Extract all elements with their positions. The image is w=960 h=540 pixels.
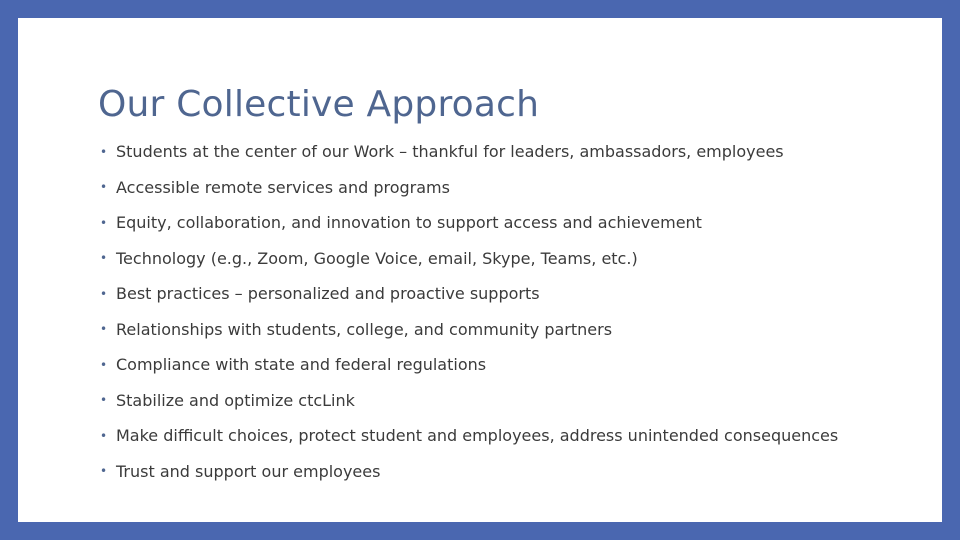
bullet-marker: • bbox=[100, 428, 108, 443]
bullet-marker: • bbox=[100, 144, 108, 159]
bullet-text: Make difficult choices, protect student and employees, address unintended consequences bbox=[116, 426, 839, 446]
bullet-item bbox=[100, 383, 838, 419]
bullet-text: Best practices – personalized and proactive supports bbox=[116, 284, 540, 304]
bullet-marker: • bbox=[100, 286, 108, 301]
bullet-text: Accessible remote services and programs bbox=[116, 177, 450, 197]
bullet-item bbox=[100, 418, 838, 454]
bullet-marker: • bbox=[100, 322, 108, 337]
bullet-marker: • bbox=[100, 357, 108, 372]
bullet-marker: • bbox=[100, 251, 108, 266]
bullet-item bbox=[100, 241, 838, 277]
bullet-item bbox=[100, 312, 838, 348]
bullet-marker: • bbox=[100, 393, 108, 408]
bullet-list bbox=[100, 134, 838, 489]
bullet-item bbox=[100, 170, 838, 206]
bullet-item bbox=[100, 205, 838, 241]
bullet-item bbox=[100, 276, 838, 312]
bullet-text: Equity, collaboration, and innovation to support access and achievement bbox=[116, 213, 702, 233]
slide bbox=[18, 18, 942, 522]
bullet-text: Relationships with students, college, and community partners bbox=[116, 319, 613, 339]
bullet-marker: • bbox=[100, 180, 108, 195]
bullet-marker: • bbox=[100, 464, 108, 479]
bullet-item bbox=[100, 454, 838, 490]
bullet-text: Compliance with state and federal regulations bbox=[116, 355, 487, 375]
slide-title: Our Collective Approach bbox=[98, 84, 540, 125]
bullet-item bbox=[100, 134, 838, 170]
bullet-text: Trust and support our employees bbox=[116, 461, 381, 481]
bullet-text: Stabilize and optimize ctcLink bbox=[116, 390, 355, 410]
bullet-item bbox=[100, 347, 838, 383]
bullet-marker: • bbox=[100, 215, 108, 230]
bullet-text: Technology (e.g., Zoom, Google Voice, email, Skype, Teams, etc.) bbox=[116, 248, 638, 268]
bullet-text: Students at the center of our Work – thankful for leaders, ambassadors, employees bbox=[116, 142, 784, 162]
